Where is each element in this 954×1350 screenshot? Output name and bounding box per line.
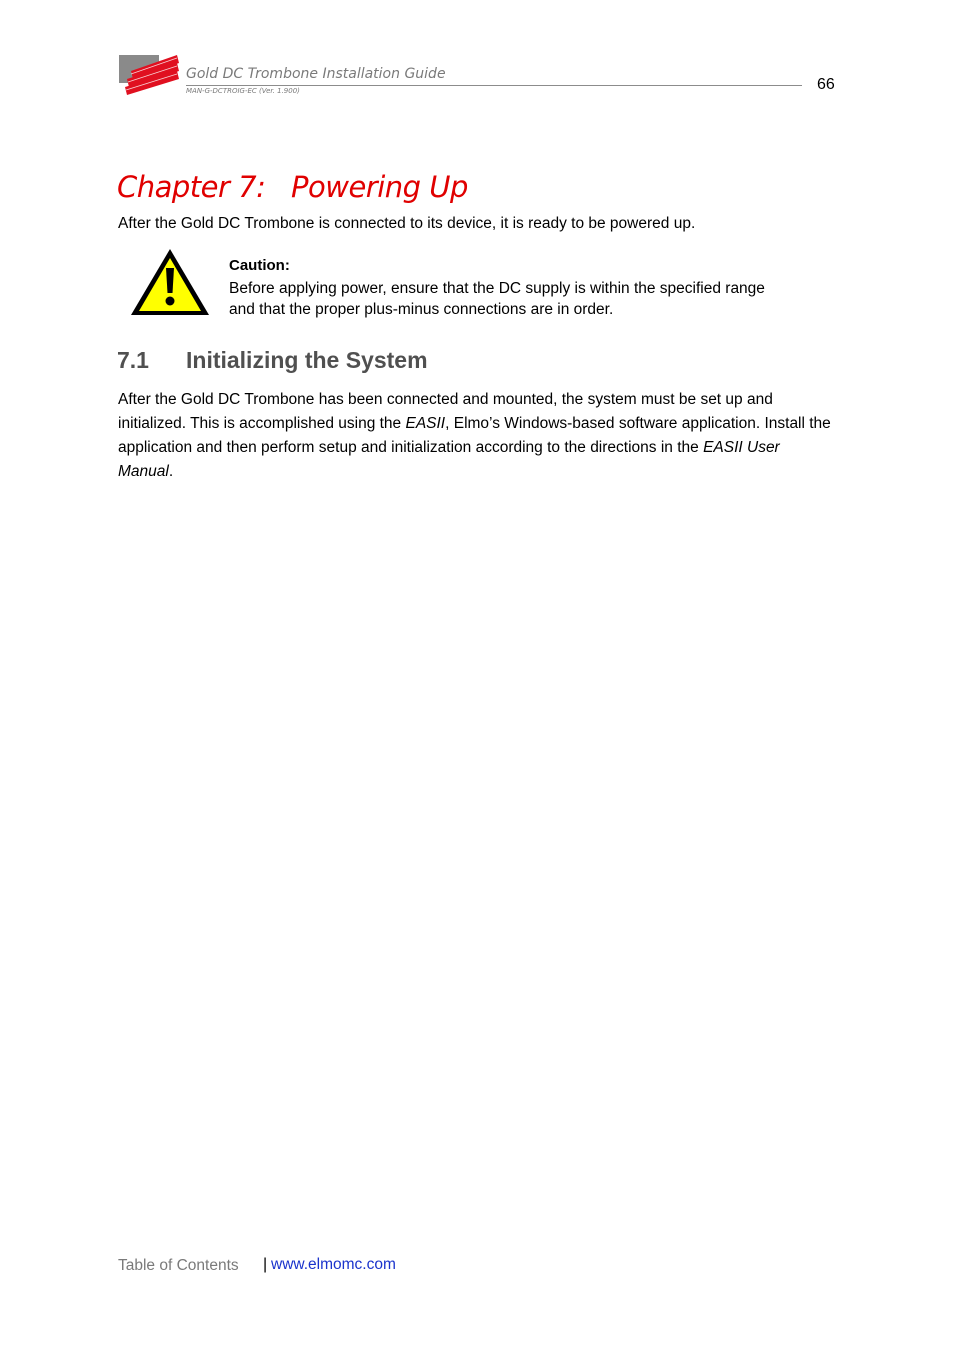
chapter-number: Chapter 7: <box>117 170 266 204</box>
caution-text <box>229 278 809 320</box>
header-rule <box>186 85 802 86</box>
easii-manual-emphasis: EASII User Manual <box>118 439 780 480</box>
chapter-title: Powering Up <box>291 170 468 204</box>
caution-label: Caution: <box>229 257 290 274</box>
easii-emphasis: EASII <box>405 415 446 432</box>
section-number: 7.1 <box>117 347 149 373</box>
chapter-heading <box>117 170 468 204</box>
intro-paragraph: After the Gold DC Trombone is connected to its device, it is ready to be powered up. <box>118 215 696 232</box>
section-title: Initializing the System <box>186 347 428 373</box>
caution-line-1: Before applying power, ensure that the DC supply is within the specified range <box>229 280 765 297</box>
caution-line-2: and that the proper plus-minus connections are in order. <box>229 301 614 318</box>
section-text-3: . <box>168 463 174 480</box>
section-text-1: After the Gold DC Trombone has been connected and mounted, the system must be set up and initialized. This is accomplished using the <box>118 391 773 432</box>
section-heading <box>117 347 428 374</box>
page-number: 66 <box>817 76 835 93</box>
warning-triangle-icon <box>128 246 212 318</box>
elmo-logo <box>117 53 179 97</box>
footer-toc-link[interactable]: Table of Contents <box>118 1257 239 1274</box>
footer-website-link[interactable]: www.elmomc.com <box>271 1256 396 1273</box>
section-text-2: , Elmo’s Windows-based software application. Install the application and then perform setup and initialization according to the directions in the <box>118 415 831 456</box>
footer-separator: | <box>263 1256 268 1273</box>
header-doc-title: Gold DC Trombone Installation Guide <box>186 66 446 82</box>
header-doc-id: MAN-G-DCTROIG-EC (Ver. 1.900) <box>186 87 300 95</box>
section-paragraph <box>118 388 834 484</box>
